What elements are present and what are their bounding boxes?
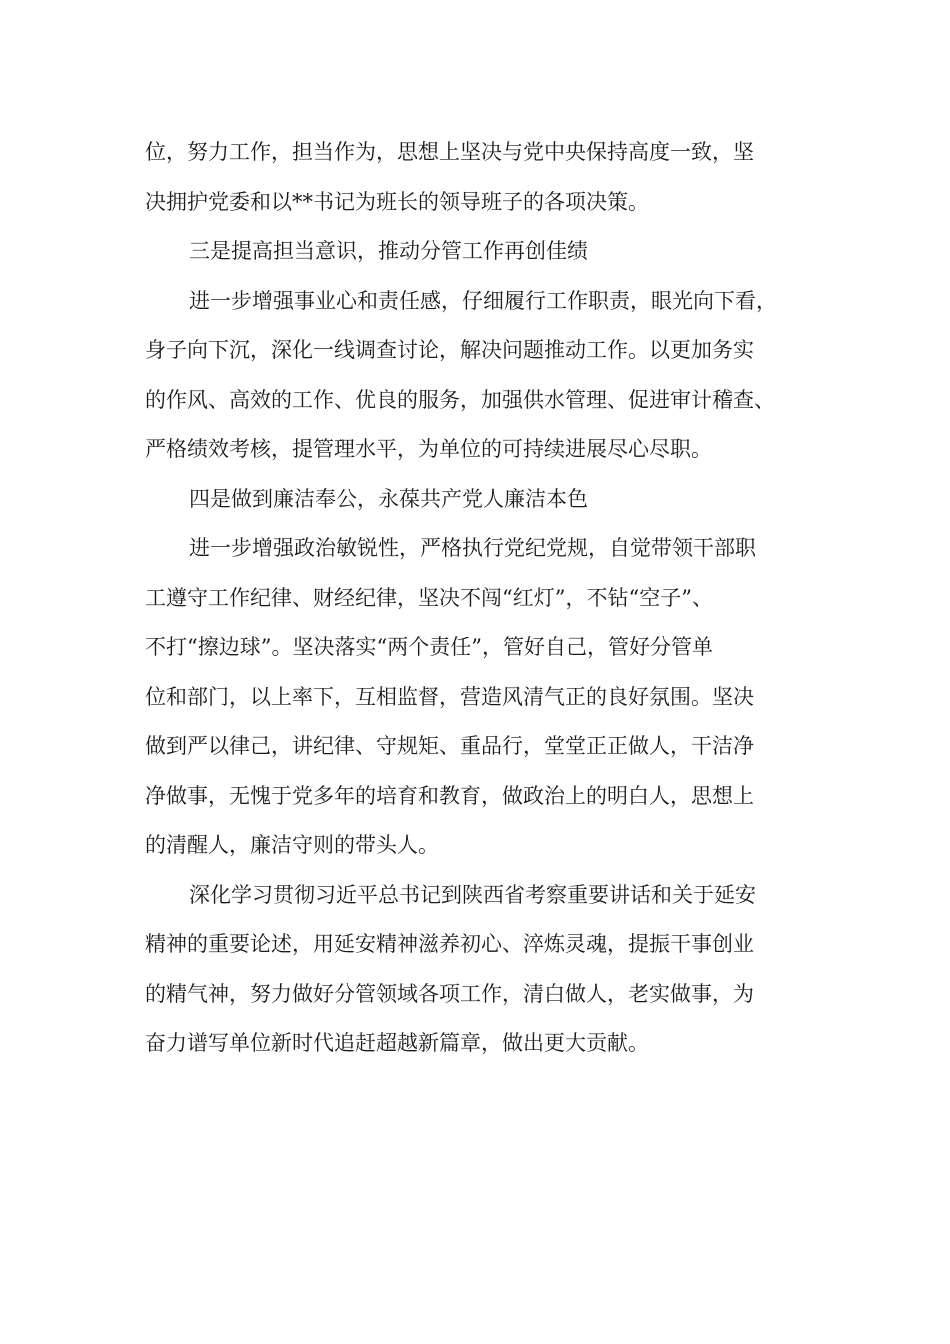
document-body (145, 128, 845, 1069)
text-line: 的精气神，努力做好分管领域各项工作，清白做人，老实做事，为 (145, 981, 754, 1006)
text-line: 工遵守工作纪律、财经纪律，坚决不闯“红灯”，不钻“空子”、 (145, 585, 713, 610)
text-line: 位和部门，以上率下，互相监督，营造风清气正的良好氛围。坚决 (145, 684, 754, 709)
text-line: 做到严以律己，讲纪律、守规矩、重品行，堂堂正正做人，干洁净 (145, 734, 754, 758)
text-line: 决拥护党委和以**书记为班长的领导班子的各项决策。 (145, 189, 649, 214)
text-line: 进一步增强事业心和责任感，仔细履行工作职责，眼光向下看， (189, 288, 777, 313)
text-line: 净做事，无愧于党多年的培育和教育，做政治上的明白人，思想上 (145, 783, 754, 808)
text-line: 的清醒人，廉洁守则的带头人。 (145, 833, 439, 857)
text-line: 进一步增强政治敏锐性，严格执行党纪党规，自觉带领干部职 (189, 536, 756, 560)
text-line: 严格绩效考核，提管理水平，为单位的可持续进展尽心尽职。 (145, 437, 712, 461)
section-heading: 三是提高担当意识，推动分管工作再创佳绩 (189, 239, 588, 263)
text-line: 身子向下沉，深化一线调查讨论，解决问题推动工作。以更加务实 (145, 338, 754, 362)
text-line: 的作风、高效的工作、优良的服务，加强供水管理、促进审计稽查、 (145, 387, 775, 412)
text-line: 精神的重要论述，用延安精神滋养初心、淬炼灵魂，提振干事创业 (145, 932, 754, 956)
text-line: 深化学习贯彻习近平总书记到陕西省考察重要讲话和关于延安 (189, 882, 756, 907)
text-line: 奋力谱写单位新时代追赶超越新篇章，做出更大贡献。 (145, 1031, 649, 1055)
text-line: 不打“擦边球”。坚决落实“两个责任”，管好自己，管好分管单 (145, 635, 713, 659)
text-line: 位，努力工作，担当作为，思想上坚决与党中央保持高度一致，坚 (145, 140, 754, 164)
section-heading: 四是做到廉洁奉公，永葆共产党人廉洁本色 (189, 486, 588, 511)
